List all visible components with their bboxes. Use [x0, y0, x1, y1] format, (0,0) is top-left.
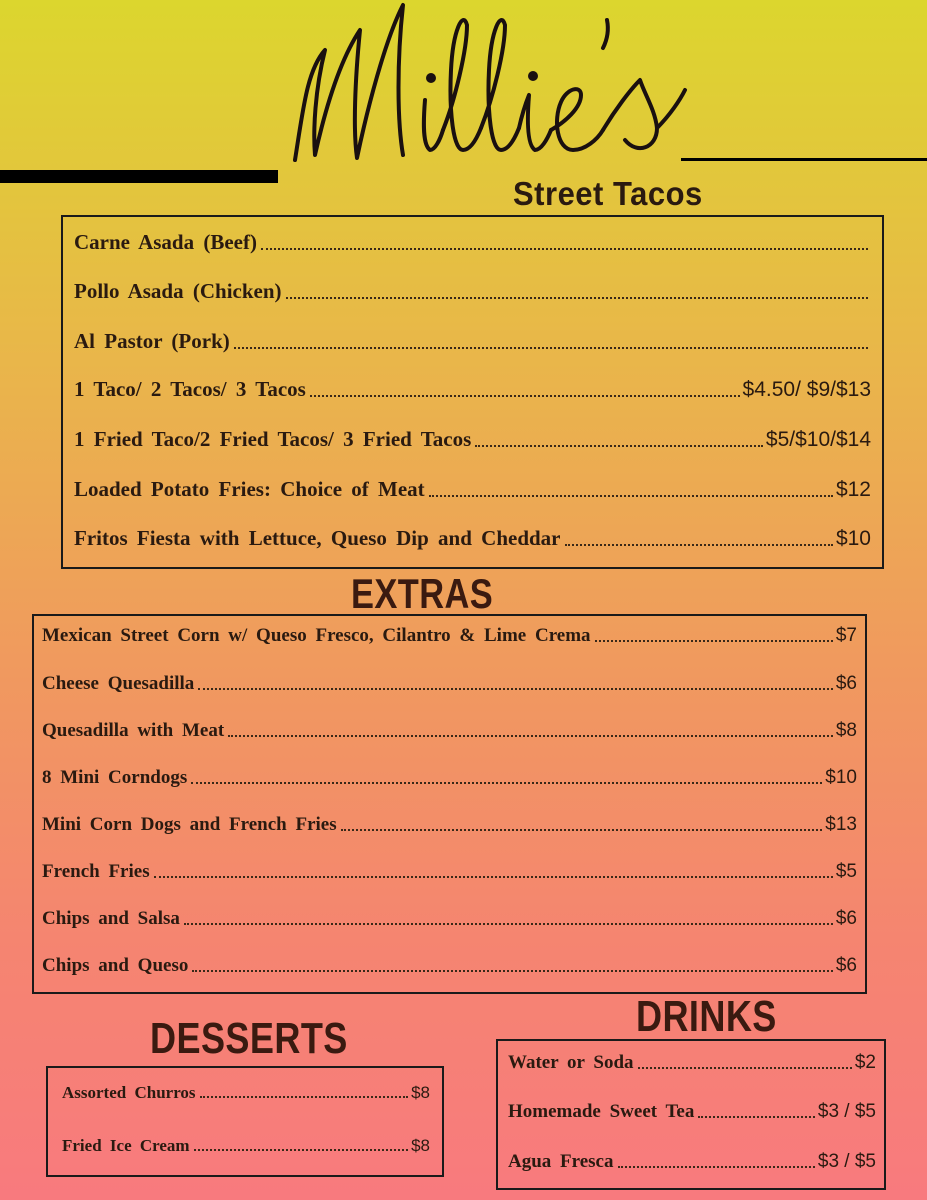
dot-leader: [286, 297, 868, 299]
item-price: $8: [411, 1083, 430, 1102]
item-name: 1 Fried Taco/2 Fried Tacos/ 3 Fried Tacos: [74, 427, 472, 451]
menu-row: [74, 477, 871, 502]
dot-leader: [638, 1067, 852, 1069]
dot-leader: [310, 395, 740, 397]
item-name: Loaded Potato Fries: Choice of Meat: [74, 477, 425, 501]
menu-row: [42, 955, 857, 977]
extras-heading: EXTRAS: [351, 570, 494, 617]
item-price: $8: [835, 720, 857, 741]
item-name: Al Pastor (Pork): [74, 329, 230, 353]
menu-row: [74, 526, 871, 551]
item-name: Agua Fresca: [508, 1151, 614, 1172]
item-price: $10: [835, 527, 871, 550]
menu-row: [508, 1151, 876, 1173]
item-name: Quesadilla with Meat: [42, 720, 225, 741]
desserts-heading: DESSERTS: [150, 1014, 348, 1063]
item-name: 1 Taco/ 2 Tacos/ 3 Tacos: [74, 377, 306, 401]
menu-row: [74, 279, 871, 304]
item-name: Cheese Quesadilla: [42, 673, 195, 694]
menu-row: [42, 767, 857, 789]
dot-leader: [595, 640, 833, 642]
item-price: $6: [835, 955, 857, 976]
menu-row: [42, 625, 857, 647]
item-name: 8 Mini Corndogs: [42, 767, 188, 788]
item-name: Homemade Sweet Tea: [508, 1101, 695, 1122]
item-name: Mexican Street Corn w/ Queso Fresco, Cilantro & Lime Crema: [42, 625, 591, 646]
item-name: Carne Asada (Beef): [74, 230, 257, 254]
drinks-heading: DRINKS: [636, 992, 777, 1041]
dot-leader: [228, 735, 833, 737]
item-price: $13: [825, 814, 857, 835]
menu-row: [42, 673, 857, 695]
menu-row: [42, 908, 857, 930]
dot-leader: [618, 1166, 815, 1168]
menu-row: [42, 861, 857, 883]
item-price: $5/$10/$14: [765, 428, 871, 451]
brand-subtitle: Street Tacos: [513, 174, 703, 213]
menu-row: [508, 1052, 876, 1074]
item-price: $2: [854, 1052, 876, 1073]
item-name: Fried Ice Cream: [62, 1136, 190, 1155]
dot-leader: [198, 688, 833, 690]
dot-leader: [191, 782, 822, 784]
menu-row: [74, 230, 871, 255]
header-rule-left: [0, 170, 278, 183]
menu-row: [508, 1101, 876, 1123]
item-price: $10: [825, 767, 857, 788]
dot-leader: [429, 495, 833, 497]
item-price: $5: [835, 861, 857, 882]
menu-row: [74, 329, 871, 354]
dot-leader: [698, 1116, 815, 1118]
dot-leader: [192, 970, 833, 972]
menu-row: [74, 427, 871, 452]
menu-row: [42, 814, 857, 836]
item-name: French Fries: [42, 861, 150, 882]
item-name: Mini Corn Dogs and French Fries: [42, 814, 337, 835]
menu-row: [62, 1136, 430, 1156]
item-price: $8: [411, 1136, 430, 1155]
menu-row: [42, 720, 857, 742]
brand-logo: [285, 0, 705, 190]
dot-leader: [341, 829, 823, 831]
item-name: Assorted Churros: [62, 1083, 196, 1102]
dot-leader: [475, 445, 763, 447]
item-name: Chips and Salsa: [42, 908, 180, 929]
item-name: Pollo Asada (Chicken): [74, 279, 282, 303]
item-name: Fritos Fiesta with Lettuce, Queso Dip and Cheddar: [74, 526, 561, 550]
dot-leader: [184, 923, 833, 925]
item-price: $12: [835, 478, 871, 501]
item-name: Water or Soda: [508, 1052, 634, 1073]
menu-row: [74, 377, 871, 402]
dot-leader: [261, 248, 868, 250]
dot-leader: [234, 347, 868, 349]
item-price: $4.50/ $9/$13: [742, 378, 871, 401]
dot-leader: [200, 1096, 409, 1098]
header-rule-right: [681, 158, 927, 161]
item-price: $3 / $5: [817, 1151, 876, 1172]
item-price: $6: [835, 673, 857, 694]
dot-leader: [154, 876, 833, 878]
item-price: $7: [835, 625, 857, 646]
menu-row: [62, 1083, 430, 1103]
item-name: Chips and Queso: [42, 955, 189, 976]
extras-menu-box: [32, 614, 867, 994]
item-price: $3 / $5: [817, 1101, 876, 1122]
dot-leader: [194, 1149, 408, 1151]
item-price: $6: [835, 908, 857, 929]
dot-leader: [565, 544, 833, 546]
